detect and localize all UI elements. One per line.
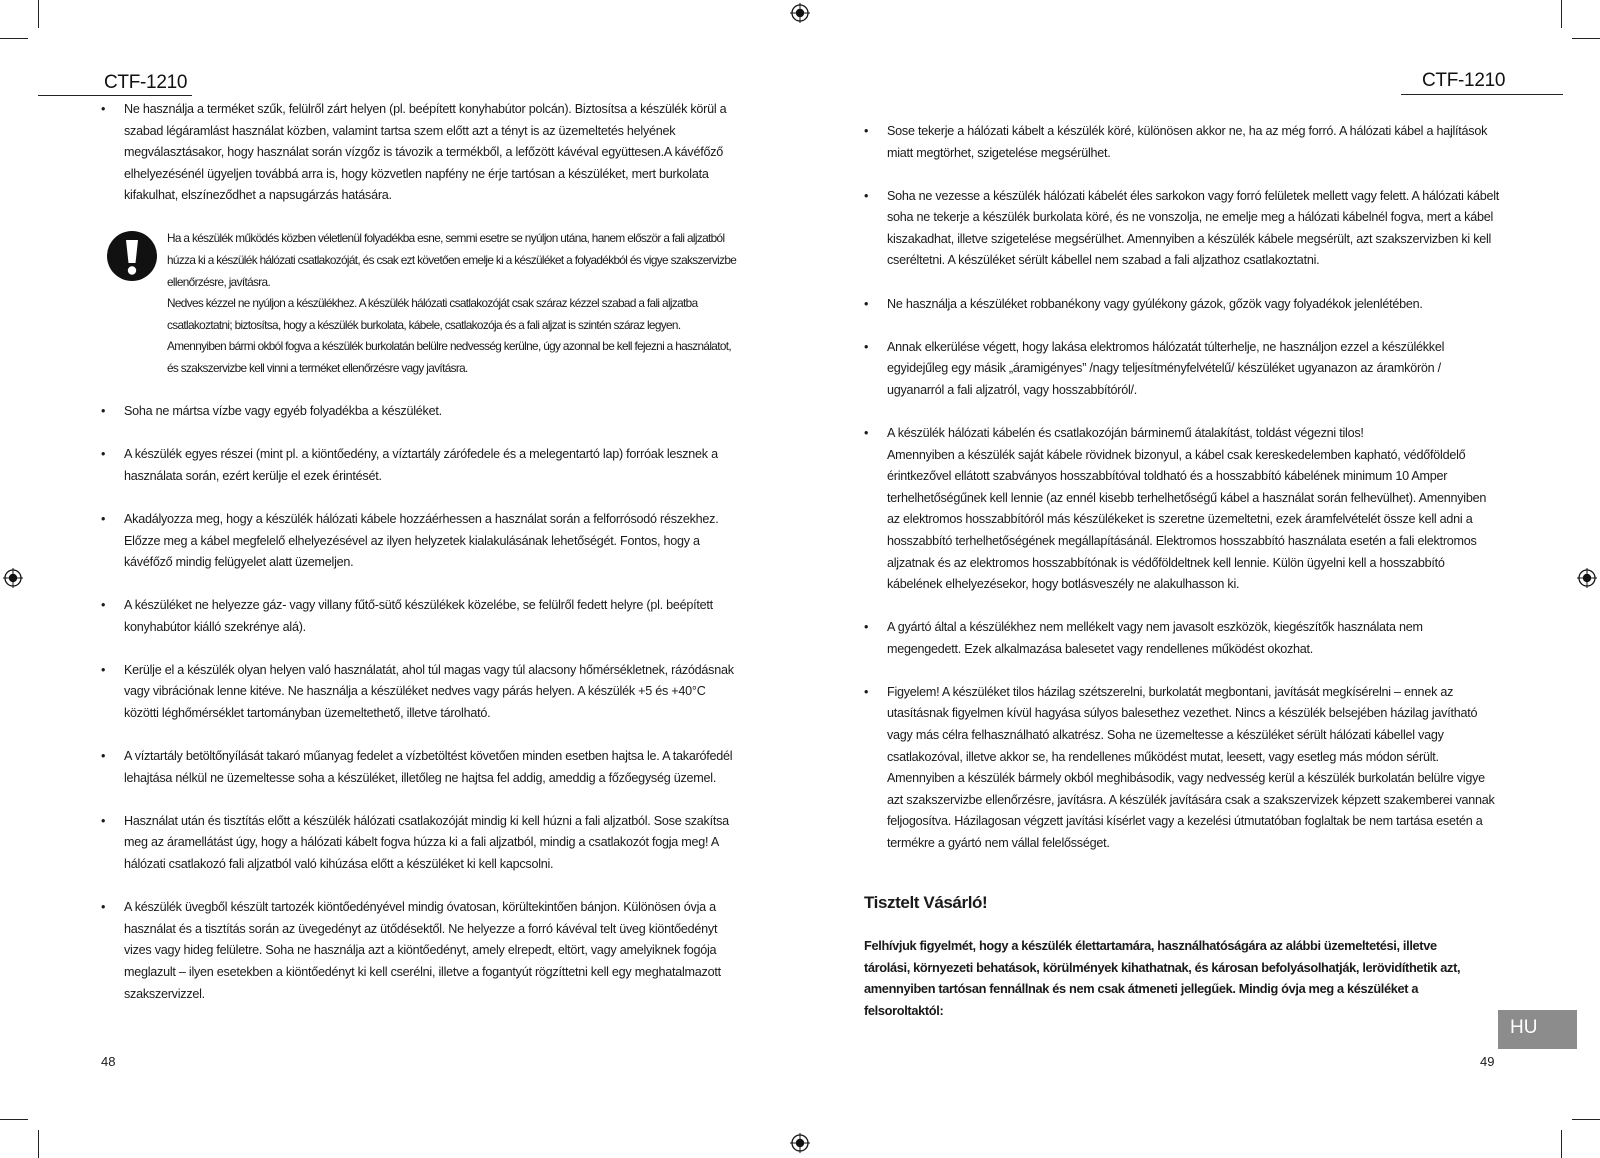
- exclamation-icon: [106, 230, 158, 282]
- page-number: 49: [1480, 1054, 1495, 1069]
- warning-text: [167, 228, 739, 379]
- bullet-icon: •: [864, 124, 869, 138]
- header-rule: [1401, 94, 1563, 95]
- list-item: • Ne használja a készüléket robbanékony vagy gyúlékony gázok, gőzök vagy folyadékok jelenlétében.: [864, 294, 1500, 316]
- bullet-icon: •: [864, 684, 869, 699]
- bullet-icon: •: [864, 425, 869, 440]
- list-item: • A gyártó által a készülékhez nem mellékelt vagy nem javasolt eszközök, kiegészítők használata nem megengedett. Ezek alkalmazása balesetet vagy rendellenes működést okozhat.: [864, 617, 1500, 660]
- warning-paragraph: Ha a készülék működés közben véletlenül folyadékba esne, semmi esetre se nyúljon utána, hanem először a fali aljzatból húzza ki a készülék hálózati csatlakozóját, és csak ezt követően emelje ki a készüléket a folyadékból és vigye szakszervizbe ellenőrzésre, javításra.: [167, 231, 737, 289]
- list-item: • Kerülje el a készülék olyan helyen való használatát, ahol túl magas vagy túl alacsony hőmérsékletnek, rázódásnak vagy vibrációnak lenne kitéve. Ne használja a készüléket nedves vagy párás helyen. A készülék +5 és +40°C közötti léghőmérséklet tartományban üzemeltethető, illetve tárolható.: [101, 660, 739, 725]
- list-item: • Annak elkerülése végett, hogy lakása elektromos hálózatát túlterhelje, ne használjon ezzel a készülékkel egyidejűleg egy másik „áramigényes” /nagy teljesítményfelvételű/ készüléket ugyanazon az áramkörön / ugyanarról a fali aljzatról, vagy hosszabbítóról/.: [864, 337, 1500, 402]
- bullet-list: [101, 401, 739, 1005]
- warning-box: [101, 228, 739, 379]
- bullet-icon: •: [101, 102, 106, 116]
- right-content: [864, 121, 1500, 855]
- model-label: CTF-1210: [104, 72, 188, 93]
- list-item: • Soha ne mártsa vízbe vagy egyéb folyadékba a készüléket.: [101, 401, 739, 423]
- list-item: • Akadályozza meg, hogy a készülék hálózati kábele hozzáérhessen a használat során a felforrósodó részekhez. Előzze meg a kábel megfelelő elhelyezésével az ilyen helyzetek kialakulásának lehetőségét. Fontos, hogy a kávéfőző mindig felügyelet alatt üzemeljen.: [101, 509, 739, 574]
- language-tab: HU: [1498, 1010, 1577, 1049]
- bullet-icon: •: [101, 511, 106, 526]
- warning-paragraph: Nedves kézzel ne nyúljon a készülékhez. A készülék hálózati csatlakozóját csak száraz kézzel szabad a fali aljzatba csatlakoztatni; biztosítsa, hogy a készülék burkolata, kábele, csatlakozója és a fali aljzat is szintén száraz legyen. Amennyiben bármi okból fogva a készülék burkolatán belülre nedvesség kerülne, úgy azonnal be kell fejezni a használatot, és szakszervizbe kell vinni a terméket ellenőrzésre vagy javításra.: [167, 296, 732, 376]
- bullet-icon: •: [864, 188, 869, 203]
- bullet-icon: •: [864, 339, 869, 354]
- bullet-icon: •: [101, 404, 106, 419]
- right-page: [800, 0, 1600, 1158]
- bullet-list: [101, 99, 739, 207]
- bullet-icon: •: [864, 296, 869, 311]
- list-item: • A készülék hálózati kábelén és csatlakozóján bárminemű átalakítást, toldást végezni tilos! Amennyiben a készülék saját kábele rövidnek bizonyul, a kábel csak kereskedelemben kapható, védőföldelő érintkezővel ellátott szabványos hosszabbítóval toldható és a hosszabbító kábelének minimum 10 Amper terhelhetőségűnek kell lennie (az ennél kisebb terhelhetőségű kábel a használat során felhevülhet). Amennyiben az elektromos hosszabbítóról más készülékeket is szeretne üzemeltetni, ezek áramfelvételét össze kell adni a hosszabbító terhelhetőségének megállapításánál. Elektromos hosszabbító használata esetén a fali elektromos aljzatnak és az elektromos hosszabbítónak is védőföldeltnek kell lennie. Külön ügyelni kell a hosszabbító kábelének elhelyezésekor, hogy botlásveszély ne alakulhasson ki.: [864, 423, 1500, 596]
- left-content: [101, 99, 739, 1005]
- page-number: 48: [101, 1054, 116, 1069]
- list-item: • Használat után és tisztítás előtt a készülék hálózati csatlakozóját mindig ki kell húzni a fali aljzatból. Sose szakítsa meg az áramellátást úgy, hogy a hálózati kábelt fogva húzza ki a fali aljzatból, mindig a csatlakozót fogja meg! A hálózati csatlakozó fali aljzatból való kihúzása előtt a készüléket ki kell kapcsolni.: [101, 811, 739, 876]
- model-label: CTF-1210: [1422, 70, 1506, 91]
- bullet-icon: •: [864, 620, 869, 635]
- list-item: • A készülék egyes részei (mint pl. a kiöntőedény, a víztartály zárófedele és a melegentartó lap) forróak lesznek a használata során, ezért kerülje el ezek érintését.: [101, 444, 739, 487]
- bullet-list: [864, 121, 1500, 855]
- intro-paragraph: Felhívjuk figyelmét, hogy a készülék élettartamára, használhatóságára az alábbi üzemeltetési, illetve tárolási, környezeti behatások, körülmények kihathatnak, és károsan befolyásolhatják, lerövidíthetik azt, amennyiben tartósan fennállnak és nem csak átmeneti jellegűek. Mindig óvja meg a készüléket a felsoroltaktól:: [864, 938, 1461, 1018]
- list-item: • A készülék üvegből készült tartozék kiöntőedényével mindig óvatosan, körültekintően bánjon. Különösen óvja a használat és a tisztítás során az üvegedényt az ütődésektől. Ne helyezze a forró kávéval telt üveg kiöntőedényt vizes vagy hideg felületre. Soha ne használja azt a kiöntőedényt, amely elrepedt, eltört, vagy amelyiknek fogója meglazult – ilyen esetekben a kiöntőedényt ki kell cserélni, illetve a fogantyút rögzíttetni kell egy meghatalmazott szakszervizzel.: [101, 897, 739, 1005]
- list-item: • Figyelem! A készüléket tilos házilag szétszerelni, burkolatát megbontani, javítását megkísérelni – ennek az utasításnak figyelmen kívül hagyása súlyos balesethez vezethet. Nincs a készülék belsejében házilag javítható vagy más célra felhasználható alkatrész. Soha ne üzemeltesse a készüléket sérült hálózati kábellel vagy csatlakozóval, illetve akkor se, ha rendellenes működést mutat, leesett, vagy esetleg más módon sérült. Amennyiben a készülék bármely okból meghibásodik, vagy nedvesség kerül a készülék burkolatán belülre vigye azt szakszervizbe ellenőrzésre, javításra. A készülék javítására csak a szakszervizek képzett szakemberei vannak feljogosítva. Házilagosan végzett javítási kísérlet vagy a kezelési útmutatóban foglaltak be nem tartása esetén a termékre a gyártó nem vállal felelősséget.: [864, 682, 1500, 855]
- list-item: • Sose tekerje a hálózati kábelt a készülék köré, különösen akkor ne, ha az még forró. A hálózati kábel a hajlítások miatt megtörhet, szigetelése megsérülhet.: [864, 121, 1500, 164]
- bullet-icon: •: [101, 662, 106, 677]
- bullet-icon: •: [101, 813, 106, 828]
- section-heading: Tisztelt Vásárló!: [864, 893, 988, 912]
- list-item: • Ne használja a terméket szűk, felülről zárt helyen (pl. beépített konyhabútor polcán). Biztosítsa a készülék körül a szabad légáramlást használat közben, valamint tartsa szem előtt azt a tényt is az üzemeltetés helyének megválasztásakor, hogy használat során vízgőz is távozik a termékből, a lefőzött kávéval együttesen.A kávéfőző elhelyezésénél ügyeljen továbbá arra is, hogy közvetlen napfény ne érje tartósan a készüléket, mert burkolata kifakulhat, elszíneződhet a napsugárzás hatására.: [101, 99, 739, 207]
- list-item: • A készüléket ne helyezze gáz- vagy villany fűtő-sütő készülékek közelébe, se felülről fedett helyre (pl. beépített konyhabútor kiálló szekrénye alá).: [101, 595, 739, 638]
- bullet-icon: •: [101, 447, 106, 462]
- list-item: • Soha ne vezesse a készülék hálózati kábelét éles sarkokon vagy forró felületek mellett vagy felett. A hálózati kábelt soha ne tekerje a készülék burkolata köré, és ne vonszolja, ne emelje meg a hálózati kábelnél fogva, mert a kábel kiszakadhat, illetve szigetelése megsérülhet. Amennyiben a készülék kábele megsérült, azt szakszervizben ki kell cseréltetni. A készüléket sérült kábellel nem szabad a fali aljzathoz csatlakoztatni.: [864, 186, 1500, 272]
- bullet-icon: •: [101, 900, 106, 915]
- list-item: • A víztartály betöltőnyílását takaró műanyag fedelet a vízbetöltést követően minden esetben hajtsa le. A takarófedél lehajtása nélkül ne üzemeltesse soha a készüléket, illetőleg ne hajtsa fel addig, ameddig a főzőegység üzemel.: [101, 746, 739, 789]
- bullet-icon: •: [101, 749, 106, 764]
- header-rule: [38, 95, 192, 96]
- bullet-icon: •: [101, 598, 106, 613]
